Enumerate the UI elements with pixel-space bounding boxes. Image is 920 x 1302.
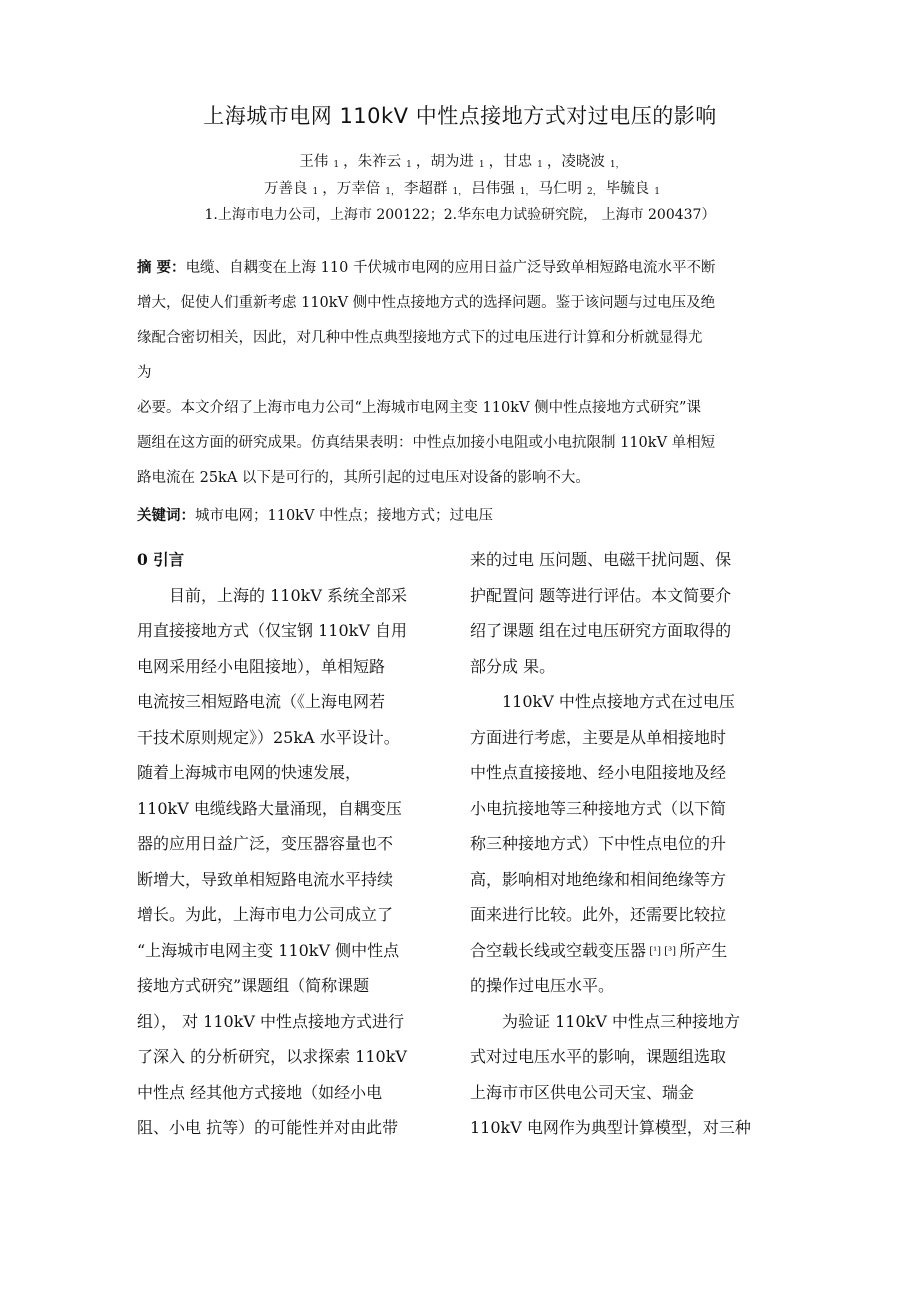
body-text-line: [470, 755, 785, 791]
author-affiliation-mark: 1，: [385, 187, 401, 197]
author-affiliation-mark: 1，: [609, 160, 625, 170]
line-text: 的操作过电压水平。: [470, 976, 615, 995]
abstract-label: 摘 要：: [137, 259, 186, 276]
body-text-line: [137, 649, 452, 685]
abstract-line: [137, 461, 789, 496]
line-text: 了深入 的分析研究，以求探索 110kV: [137, 1047, 407, 1066]
body-text-line: [137, 968, 452, 1004]
line-text: 中性点直接接地、经小电阻接地及经: [470, 763, 727, 782]
line-text: 电流按三相短路电流（《上海电网若: [137, 692, 386, 711]
body-text-line: [470, 826, 785, 862]
author-affiliation-mark: 1: [312, 187, 319, 197]
body-text-line: [137, 862, 452, 898]
line-text: 110kV 电网作为典型计算模型，对三种: [470, 1118, 751, 1137]
abstract-text: 必要。本文介绍了上海市电力公司“上海城市电网主变 110kV 侧中性点接地方式研究”课: [137, 400, 701, 416]
author-name: 李超群: [404, 181, 448, 197]
line-text: 增长。为此，上海市电力公司成立了: [137, 905, 394, 924]
author-affiliation-mark: 1: [478, 160, 485, 170]
body-text-line: [137, 1075, 452, 1111]
line-text: 随着上海城市电网的快速发展，: [137, 763, 362, 782]
keywords-text: 城市电网；110kV 中性点；接地方式；过电压: [195, 508, 494, 524]
body-text-line: [470, 968, 785, 1004]
abstract-line: [137, 321, 789, 356]
abstract: [137, 250, 789, 496]
line-text: 用直接接地方式（仅宝钢 110kV 自用: [137, 621, 407, 640]
author-affiliation-mark: 1，: [519, 187, 535, 197]
body-text-line: [137, 791, 452, 827]
body-text-line: [137, 826, 452, 862]
citation-mark: [¹] [³]: [646, 945, 680, 957]
body-text-line: [137, 897, 452, 933]
body-left-column: [137, 542, 452, 1146]
line-text-tail: 所产生: [679, 940, 728, 960]
abstract-text: 路电流在 25kA 以下是可行的，其所引起的过电压对设备的影响不大。: [137, 470, 590, 486]
line-text: 0 引言: [137, 550, 185, 569]
abstract-text: 电缆、自耦变在上海 110 千伏城市电网的应用日益广泛导致单相短路电流水平不断: [185, 260, 716, 276]
section-heading: [137, 542, 452, 578]
body-text-line: [470, 1075, 785, 1111]
author-name: ，朱祚云: [343, 154, 402, 170]
abstract-line: [137, 356, 789, 391]
abstract-text: 缘配合密切相关，因此，对几种中性点典型接地方式下的过电压进行计算和分析就显得尤: [137, 330, 703, 346]
line-text: 中性点 经其他方式接地（如经小电: [137, 1082, 383, 1102]
line-text: 称三种接地方式）下中性点电位的升: [470, 834, 727, 853]
line-text: 干技术原则规定》）25kA 水平设计。: [137, 727, 400, 747]
line-text: 小电抗接地等三种接地方式（以下简: [470, 798, 727, 818]
author-list-line-1: [0, 150, 920, 171]
author-name: ，甘忠: [488, 154, 533, 170]
author-affiliation-mark: 1: [333, 160, 340, 170]
body-text-line: [137, 1110, 452, 1146]
body-text-line: [470, 933, 785, 969]
paper-title: 上海城市电网 110kV 中性点接地方式对过电压的影响: [203, 104, 717, 128]
author-name: 王伟: [299, 154, 329, 170]
author-affiliation-mark: 1，: [452, 187, 468, 197]
affiliation: 1.上海市电力公司，上海市 200122；2.华东电力试验研究院， 上海市 200437）: [204, 207, 716, 223]
body-text-line: [137, 578, 452, 614]
abstract-line: [137, 426, 789, 461]
author-name: 毕毓良: [605, 181, 650, 197]
author-affiliation-mark: 2，: [586, 187, 602, 197]
author-affiliation-mark: 1: [654, 187, 660, 197]
line-text: 合空载长线或空载变压器: [470, 940, 647, 960]
line-text: 来的过电 压问题、电磁干扰问题、保: [470, 550, 732, 569]
line-text: 接地方式研究”课题组（简称课题: [137, 976, 370, 995]
line-text: 绍了课题 组在过电压研究方面取得的: [470, 621, 732, 640]
body-text-line: [137, 1004, 452, 1040]
body-text-line: [470, 613, 785, 649]
author-name: 吕伟强: [471, 181, 515, 197]
author-affiliation-mark: 1: [537, 160, 543, 170]
line-text: 器的应用日益广泛，变压器容量也不: [137, 834, 394, 853]
line-text: 部分成 果。: [470, 656, 556, 676]
abstract-line: [137, 250, 789, 286]
line-text: “上海城市电网主变 110kV 侧中性点: [137, 940, 400, 960]
body-text-line: [470, 720, 785, 756]
abstract-line: [137, 391, 789, 426]
line-text: 护配置问 题等进行评估。本文简要介: [470, 585, 732, 605]
body-text-line: [137, 755, 452, 791]
abstract-text: 增大，促使人们重新考虑 110kV 侧中性点接地方式的选择问题。鉴于该问题与过电压及绝: [137, 295, 716, 311]
line-text: 110kV 电缆线路大量涌现，自耦变压: [137, 798, 402, 818]
body-right-column: [470, 542, 785, 1146]
line-text: 方面进行考虑，主要是从单相接地时: [470, 727, 727, 747]
body-text-line: [470, 862, 785, 898]
author-name: ，万幸倍: [322, 181, 381, 197]
author-name: 马仁明: [538, 181, 582, 197]
author-name: 万善良: [264, 181, 308, 197]
abstract-text: 为: [137, 365, 152, 381]
author-name: ，凌晓波: [546, 154, 605, 170]
line-text: 目前，上海的 110kV 系统全部采: [137, 585, 407, 605]
line-text: 高，影响相对地绝缘和相间绝缘等方: [470, 869, 727, 889]
line-text: 阻、小电 抗等）的可能性并对由此带: [137, 1118, 399, 1137]
author-list-line-2: [0, 177, 920, 198]
body-text-line: [470, 578, 785, 614]
abstract-line: [137, 286, 789, 321]
body-text-line: [137, 720, 452, 756]
body-text-line: [470, 684, 785, 720]
body-text-line: [137, 933, 452, 969]
body-text-line: [470, 649, 785, 685]
line-text: 断增大，导致单相短路电流水平持续: [137, 869, 394, 889]
line-text: 电网采用经小电阻接地），单相短路: [137, 656, 386, 676]
line-text: 上海市市区供电公司天宝、瑞金: [470, 1082, 695, 1102]
body-text-line: [470, 1004, 785, 1040]
body-text-line: [137, 1039, 452, 1075]
body-text-line: [137, 613, 452, 649]
body-text-line: [137, 684, 452, 720]
line-text: 为验证 110kV 中性点三种接地方: [470, 1011, 740, 1031]
body-text-line: [470, 897, 785, 933]
line-text: 组）， 对 110kV 中性点接地方式进行: [137, 1011, 405, 1031]
line-text: 面来进行比较。此外，还需要比较拉: [470, 905, 727, 924]
keywords-label: 关键词：: [137, 507, 195, 524]
abstract-text: 题组在这方面的研究成果。仿真结果表明：中性点加接小电阻或小电抗限制 110kV 单相短: [137, 435, 716, 451]
body-text-line: [470, 542, 785, 578]
line-text: 110kV 中性点接地方式在过电压: [470, 692, 735, 711]
body-text-line: [470, 791, 785, 827]
keywords-line: [137, 504, 493, 525]
line-text: 式对过电压水平的影响，课题组选取: [470, 1047, 727, 1066]
author-affiliation-mark: 1: [406, 160, 412, 170]
body-text-line: [470, 1039, 785, 1075]
author-name: ，胡为进: [415, 154, 474, 170]
body-text-line: [470, 1110, 785, 1146]
